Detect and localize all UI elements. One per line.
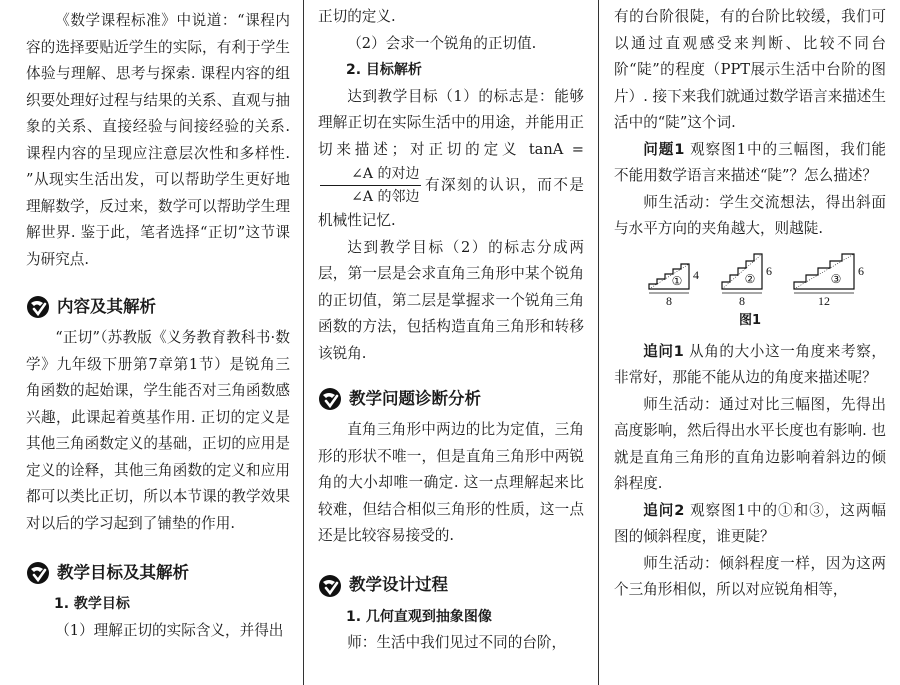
stair-height: 6 [858, 263, 864, 278]
stair-figure-1 [649, 264, 699, 308]
fraction-denominator: ∠A 的邻边 [351, 189, 420, 205]
continued-paragraph: 有的台阶很陡，有的台阶比较缓，我们可以通过直观感受来判断、比较不同台阶“陡”的程度（PPT展示生活中台阶的图片）. 接下来我们就通过数学语言来描述生活中的“陡”这个词. [614, 8, 886, 131]
activity-1: 师生活动：学生交流想法，得出斜面与水平方向的夹角越大，则越陡. [614, 193, 886, 237]
tangent-fraction [320, 163, 421, 208]
section-heading-goals [26, 559, 290, 587]
stair-base: 8 [666, 293, 672, 308]
stair-height: 4 [693, 267, 699, 282]
column-divider-left [303, 0, 304, 685]
figure-1 [614, 249, 886, 311]
goal2: （2）会求一个锐角的正切值. [347, 34, 537, 52]
goal1-end: 正切的定义. [318, 8, 396, 25]
analysis1-before: 达到教学目标（1）的标志是：能够理解正切在实际生活中的用途，并能用正切来描述；对正切的定义 tanA = [318, 87, 584, 158]
figure-caption: 图1 [738, 312, 762, 328]
teacher-start: 师：生活中我们见过不同的台阶， [347, 634, 567, 651]
subheading-analysis: 2. 目标解析 [346, 62, 422, 78]
analysis1-after: 有深刻的认识，而不是机械性记忆. [318, 176, 584, 229]
followup-2 [614, 498, 886, 551]
analysis-paragraph-2: 达到教学目标（2）的标志分成两层，第一层是会求直角三角形中某个锐角的正切值，第二层是掌握求一个锐角三角函数的方法，包括构造直角三角形和转移该锐角. [318, 238, 584, 362]
question-text: 观察图1中的三幅图，我们能不能用数学语言来描述“陡”？怎么描述？ [614, 140, 886, 184]
followup-1 [614, 339, 886, 392]
section-heading-design [318, 572, 584, 600]
stair-figure-2 [722, 254, 772, 308]
stair-height: 6 [766, 263, 772, 278]
question-label: 问题1 [643, 140, 685, 158]
diagnosis-paragraph: 直角三角形中两边的比为定值，三角形的形状不唯一，但是直角三角形中两锐角的大小却唯一确定. 这一点理解起来比较难，但结合相似三角形的性质，这一点还是比较容易接受的. [318, 421, 584, 544]
stair-base: 8 [739, 293, 745, 308]
section-logo-icon [318, 387, 342, 411]
stair-label: ③ [830, 271, 842, 286]
goal1-start: （1）理解正切的实际含义，并得出 [55, 621, 284, 639]
section-heading-content [26, 293, 290, 321]
fraction-numerator: ∠A 的对边 [320, 163, 421, 186]
section-heading-diagnosis [318, 385, 584, 413]
subheading-goals: 1. 教学目标 [54, 596, 130, 612]
stairs-diagram [614, 249, 886, 311]
stair-label: ② [744, 271, 756, 286]
section-logo-icon [26, 561, 50, 585]
stair-base: 12 [818, 293, 830, 308]
stair-figure-3 [794, 254, 864, 308]
section-logo-icon [26, 295, 50, 319]
section-title: 内容及其解析 [57, 296, 156, 316]
followup-label: 追问2 [643, 501, 685, 519]
activity-3: 师生活动：倾斜程度一样，因为这两个三角形相似，所以对应锐角相等， [614, 554, 886, 598]
section-title: 教学目标及其解析 [57, 562, 189, 582]
section-title: 教学问题诊断分析 [349, 388, 481, 408]
followup-label: 追问1 [643, 342, 684, 360]
column-2 [318, 0, 584, 685]
intro-paragraph: 《数学课程标准》中说道：“课程内容的选择要贴近学生的实际，有利于学生体验与理解、思考与探索. 课程内容的组织要处理好过程与结果的关系、直观与抽象的关系、直接经验与间接经验的关系. 课程内容的呈现应注意层次性和多样性. ”从现实生活出发，可以帮助学生更好地理解数学，反过来，数学可以帮助学生理解世界. 鉴于此，笔者选择“正切”这节课为研究点. [26, 12, 290, 268]
analysis-paragraph-1 [318, 84, 584, 235]
section-title: 教学设计过程 [349, 575, 448, 595]
stair-label: ① [671, 273, 683, 288]
column-divider-right [598, 0, 599, 685]
section-logo-icon [318, 574, 342, 598]
followup-text: 观察图1中的①和③，这两幅图的倾斜程度，谁更陡？ [614, 501, 886, 545]
column-1 [26, 0, 290, 685]
subheading-intuition: 1. 几何直观到抽象图像 [346, 608, 492, 625]
activity-2: 师生活动：通过对比三幅图，先得出高度影响，然后得出水平长度也有影响. 也就是直角三角形的直角边影响着斜边的倾斜程度. [614, 395, 886, 492]
question-1 [614, 137, 886, 190]
followup-text: 从角的大小这一角度来考察，非常好，那能不能从边的角度来描述呢？ [614, 342, 886, 386]
column-3 [614, 0, 886, 685]
content-paragraph: “正切”（苏教版《义务教育教科书·数学》九年级下册第7章第1节）是锐角三角函数的起始课，学生能否对三角函数感兴趣，此课起着奠基作用. 正切的定义是其他三角函数定义的基础，正切的应用是定义的诠释，其他三角函数的定义和应用都可以类比正切，所以本节课的教学效果对以后的学习起到了铺垫的作用. [26, 329, 290, 532]
